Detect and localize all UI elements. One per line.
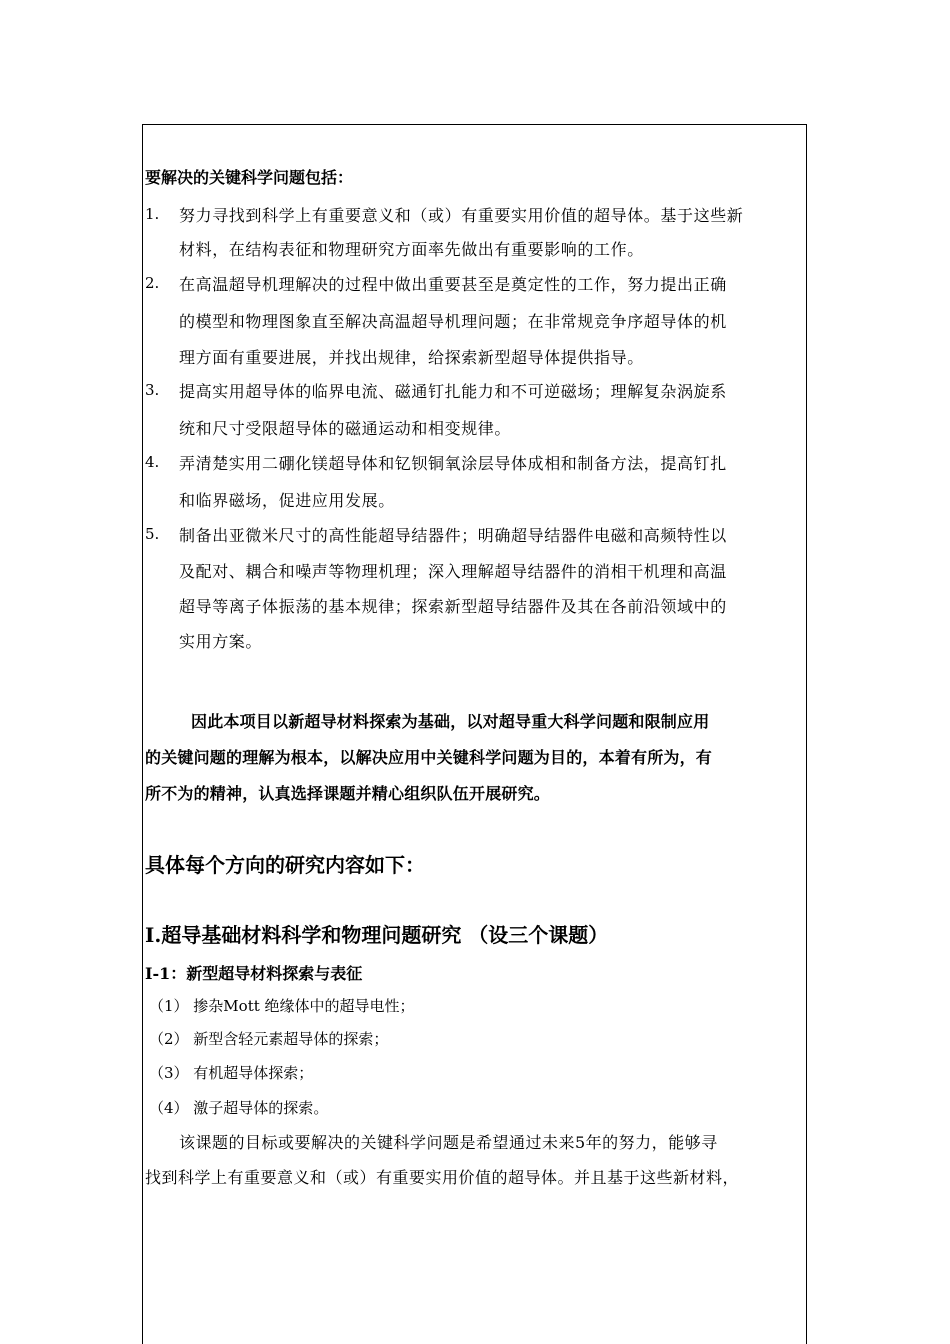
direction-title: I.超导基础材料科学和物理问题研究 （设三个课题）: [145, 923, 609, 947]
paragraph-line: 该课题的目标或要解决的关键科学问题是希望通过未来5年的努力，能够寻: [179, 1133, 718, 1152]
section-heading: 要解决的关键科学问题包括：: [145, 168, 354, 187]
list-number: 5.: [145, 525, 160, 543]
list-line: 实用方案。: [179, 632, 263, 651]
list-line: 及配对、耦合和噪声等物理机理；深入理解超导结器件的消相干机理和高温: [179, 562, 727, 581]
topic-item: （2） 新型含轻元素超导体的探索；: [149, 1030, 389, 1048]
content-frame: [142, 124, 807, 1344]
list-line: 理方面有重要进展，并找出规律，给探索新型超导体提供指导。: [179, 348, 644, 367]
list-number: 3.: [145, 381, 160, 399]
list-line: 的模型和物理图象直至解决高温超导机理问题；在非常规竞争序超导体的机: [179, 312, 727, 331]
topic-item: （1） 掺杂Mott 绝缘体中的超导电性；: [149, 997, 415, 1015]
paragraph-line: 因此本项目以新超导材料探索为基础，以对超导重大科学问题和限制应用: [191, 712, 710, 731]
list-number: 4.: [145, 453, 160, 471]
list-line: 统和尺寸受限超导体的磁通运动和相变规律。: [179, 419, 512, 438]
directions-heading: 具体每个方向的研究内容如下：: [145, 853, 425, 877]
list-line: 和临界磁场，促进应用发展。: [179, 491, 395, 510]
topic-title: I-1：新型超导材料探索与表征: [145, 964, 363, 983]
list-line: 提高实用超导体的临界电流、磁通钉扎能力和不可逆磁场；理解复杂涡旋系: [179, 382, 727, 401]
list-number: 2.: [145, 274, 160, 292]
topic-item: （3） 有机超导体探索；: [149, 1064, 314, 1082]
list-line: 努力寻找到科学上有重要意义和（或）有重要实用价值的超导体。基于这些新: [179, 206, 744, 225]
paragraph-line: 找到科学上有重要意义和（或）有重要实用价值的超导体。并且基于这些新材料，: [145, 1168, 740, 1187]
list-line: 弄清楚实用二硼化镁超导体和钇钡铜氧涂层导体成相和制备方法，提高钉扎: [179, 454, 727, 473]
paragraph-line: 的关键问题的理解为根本，以解决应用中关键科学问题为目的，本着有所为，有: [145, 748, 713, 767]
list-line: 制备出亚微米尺寸的高性能超导结器件；明确超导结器件电磁和高频特性以: [179, 526, 727, 545]
paragraph-line: 所不为的精神，认真选择课题并精心组织队伍开展研究。: [145, 784, 551, 803]
topic-item: （4） 激子超导体的探索。: [149, 1099, 329, 1117]
list-number: 1.: [145, 205, 160, 223]
list-line: 超导等离子体振荡的基本规律；探索新型超导结器件及其在各前沿领域中的: [179, 597, 727, 616]
list-line: 在高温超导机理解决的过程中做出重要甚至是奠定性的工作，努力提出正确: [179, 275, 727, 294]
list-line: 材料，在结构表征和物理研究方面率先做出有重要影响的工作。: [179, 240, 644, 259]
